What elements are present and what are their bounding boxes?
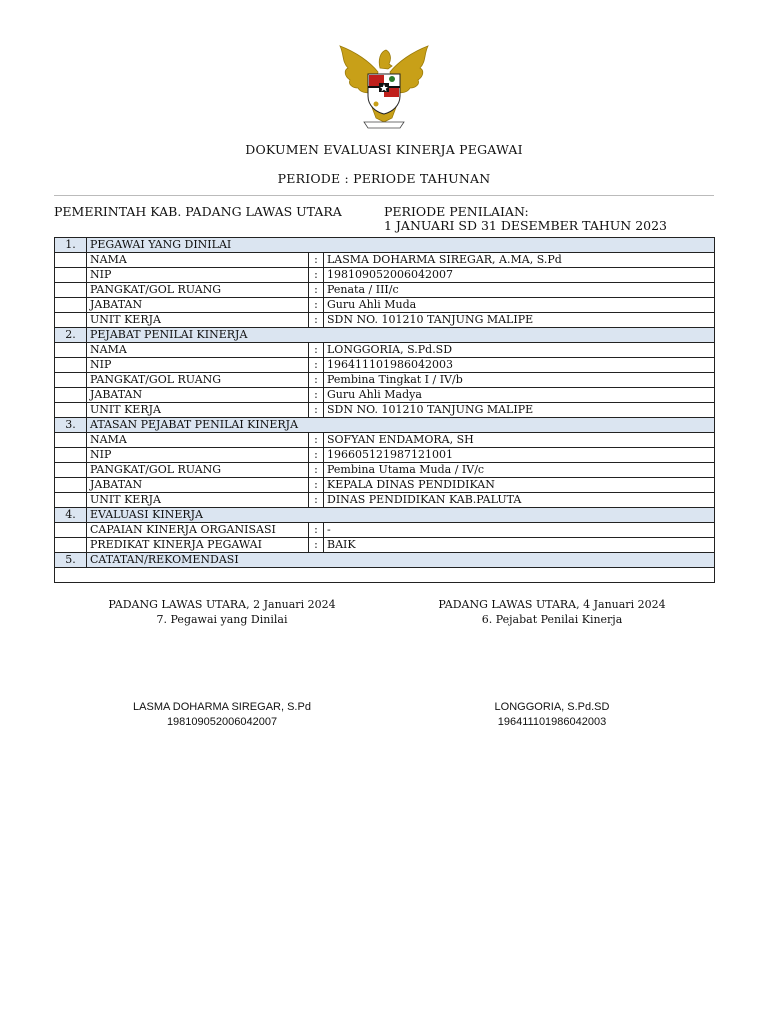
period-type: PERIODE : PERIODE TAHUNAN — [277, 171, 491, 186]
colon: : — [309, 523, 324, 538]
table-row — [55, 463, 715, 478]
signature-right-role: 6. Pejabat Penilai Kinerja — [481, 613, 623, 626]
table-row — [55, 268, 715, 283]
field-value: 196605121987121001 — [324, 448, 715, 463]
table-row — [55, 538, 715, 553]
colon: : — [309, 283, 324, 298]
field-value: 198109052006042007 — [324, 268, 715, 283]
field-value: LONGGORIA, S.Pd.SD — [324, 343, 715, 358]
table-row — [55, 448, 715, 463]
colon: : — [309, 538, 324, 553]
colon: : — [309, 448, 324, 463]
signature-right-name: LONGGORIA, S.Pd.SD — [494, 701, 610, 713]
table-row — [55, 388, 715, 403]
colon: : — [309, 358, 324, 373]
section-title: PEJABAT PENILAI KINERJA — [87, 328, 715, 343]
table-row — [55, 253, 715, 268]
field-label: JABATAN — [87, 388, 309, 403]
field-value: BAIK — [324, 538, 715, 553]
field-label: JABATAN — [87, 478, 309, 493]
field-label: PANGKAT/GOL RUANG — [87, 283, 309, 298]
field-label: PANGKAT/GOL RUANG — [87, 373, 309, 388]
section-number: 3. — [55, 418, 87, 433]
field-label: UNIT KERJA — [87, 313, 309, 328]
field-value: SDN NO. 101210 TANJUNG MALIPE — [324, 313, 715, 328]
signature-left-nip: 198109052006042007 — [166, 716, 278, 728]
field-label: NIP — [87, 448, 309, 463]
field-label: CAPAIAN KINERJA ORGANISASI — [87, 523, 309, 538]
field-value: Pembina Tingkat I / IV/b — [324, 373, 715, 388]
document-title: DOKUMEN EVALUASI KINERJA PEGAWAI — [245, 142, 523, 157]
section-header-catatan — [55, 553, 715, 568]
colon: : — [309, 388, 324, 403]
field-label: NIP — [87, 358, 309, 373]
table-row — [55, 343, 715, 358]
table-row — [55, 478, 715, 493]
section-header-atasan — [55, 418, 715, 433]
field-label: NAMA — [87, 433, 309, 448]
colon: : — [309, 463, 324, 478]
colon: : — [309, 433, 324, 448]
field-value: SDN NO. 101210 TANJUNG MALIPE — [324, 403, 715, 418]
colon: : — [309, 373, 324, 388]
field-value: Guru Ahli Madya — [324, 388, 715, 403]
colon: : — [309, 298, 324, 313]
field-label: PREDIKAT KINERJA PEGAWAI — [87, 538, 309, 553]
signature-left-name: LASMA DOHARMA SIREGAR, S.Pd — [133, 701, 311, 713]
field-value: SOFYAN ENDAMORA, SH — [324, 433, 715, 448]
colon: : — [309, 343, 324, 358]
field-label: NAMA — [87, 253, 309, 268]
section-number: 5. — [55, 553, 87, 568]
notes-value — [55, 568, 715, 583]
assessment-period-label: PERIODE PENILAIAN: — [384, 204, 529, 219]
field-label: NIP — [87, 268, 309, 283]
section-title: EVALUASI KINERJA — [87, 508, 715, 523]
colon: : — [309, 268, 324, 283]
section-title: PEGAWAI YANG DINILAI — [87, 238, 715, 253]
section-number: 1. — [55, 238, 87, 253]
table-row — [55, 298, 715, 313]
table-row — [55, 373, 715, 388]
field-label: PANGKAT/GOL RUANG — [87, 463, 309, 478]
table-row — [55, 568, 715, 583]
assessment-period-value: 1 JANUARI SD 31 DESEMBER TAHUN 2023 — [384, 218, 668, 233]
colon: : — [309, 493, 324, 508]
garuda-emblem-icon — [334, 42, 434, 132]
divider — [54, 195, 714, 196]
field-value: 196411101986042003 — [324, 358, 715, 373]
colon: : — [309, 403, 324, 418]
table-row — [55, 523, 715, 538]
section-title: CATATAN/REKOMENDASI — [87, 553, 715, 568]
signature-left-place-date: PADANG LAWAS UTARA, 2 Januari 2024 — [108, 598, 336, 611]
table-row — [55, 403, 715, 418]
section-number: 2. — [55, 328, 87, 343]
table-row — [55, 493, 715, 508]
section-header-pegawai — [55, 238, 715, 253]
field-label: UNIT KERJA — [87, 493, 309, 508]
field-value: Guru Ahli Muda — [324, 298, 715, 313]
colon: : — [309, 313, 324, 328]
field-value: LASMA DOHARMA SIREGAR, A.MA, S.Pd — [324, 253, 715, 268]
colon: : — [309, 253, 324, 268]
section-title: ATASAN PEJABAT PENILAI KINERJA — [87, 418, 715, 433]
section-header-evaluasi — [55, 508, 715, 523]
colon: : — [309, 478, 324, 493]
field-value: Penata / III/c — [324, 283, 715, 298]
government-name: PEMERINTAH KAB. PADANG LAWAS UTARA — [54, 204, 342, 219]
field-value: - — [324, 523, 715, 538]
field-label: NAMA — [87, 343, 309, 358]
table-row — [55, 313, 715, 328]
table-row — [55, 358, 715, 373]
evaluation-table — [54, 237, 715, 583]
field-label: JABATAN — [87, 298, 309, 313]
signature-right-nip: 196411101986042003 — [497, 716, 607, 728]
section-header-pejabat-penilai — [55, 328, 715, 343]
field-label: UNIT KERJA — [87, 403, 309, 418]
signature-left-role: 7. Pegawai yang Dinilai — [156, 613, 288, 626]
field-value: Pembina Utama Muda / IV/c — [324, 463, 715, 478]
table-row — [55, 433, 715, 448]
signature-right-place-date: PADANG LAWAS UTARA, 4 Januari 2024 — [438, 598, 666, 611]
field-value: KEPALA DINAS PENDIDIKAN — [324, 478, 715, 493]
field-value: DINAS PENDIDIKAN KAB.PALUTA — [324, 493, 715, 508]
section-number: 4. — [55, 508, 87, 523]
table-row — [55, 283, 715, 298]
